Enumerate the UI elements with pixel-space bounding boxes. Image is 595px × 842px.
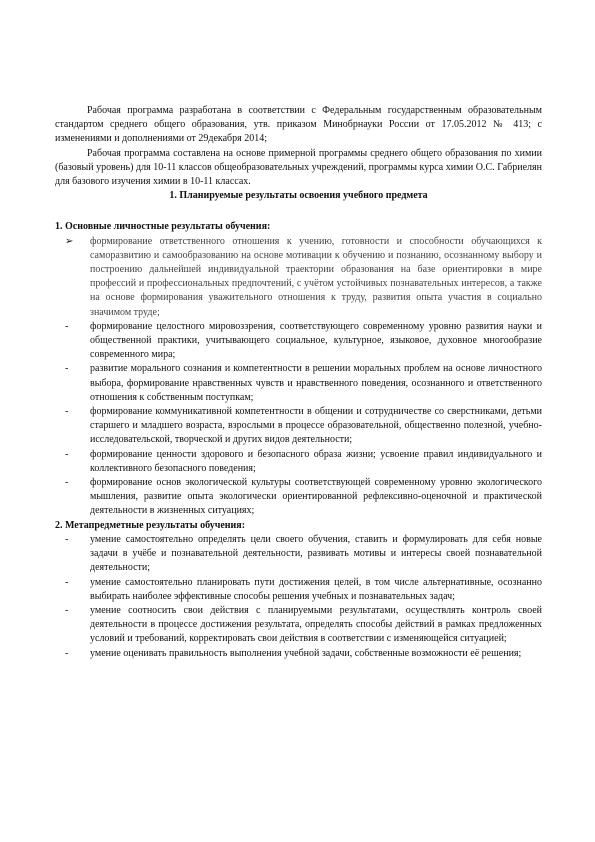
list-item (55, 448, 542, 476)
dash-bullet-icon: - (65, 363, 69, 375)
main-heading: 1. Планируемые результаты освоения учебного предмета (169, 190, 428, 202)
metasubject-results-list (55, 533, 542, 661)
list-item-text: формирование ценности здорового и безопасного образа жизни; усвоение правил индивидуального и коллективного безопасного поведения; (90, 448, 542, 474)
list-item (55, 647, 542, 661)
list-item-text: умение оценивать правильность выполнения учебной задачи, собственные возможности её решения; (90, 647, 522, 659)
list-item (55, 604, 542, 647)
list-item-text: развитие морального сознания и компетентности в решении моральных проблем на основе личностного выбора, формирование нравственных чувств и нравственного поведения, осознанного и ответственного отношения к собственным поступкам; (90, 363, 542, 403)
list-item (55, 362, 542, 405)
list-item (55, 533, 542, 576)
intro-paragraph-2: Рабочая программа составлена на основе примерной программы среднего общего образования по химии (базовый уровень) для 10-11 классов общеобразовательных учреждений, программы курса химии О.С. Габриелян для базового изучения химии в 10-11 классах. (55, 147, 542, 188)
list-item-text: формирование ответственного отношения к учению, готовности и способности обучающихся к саморазвитию и самообразованию на основе мотивации к обучению и познанию, осознанному выбору и построению дальнейшей индивидуальной траектории образования на базе ориентировки в мире профессий и профессиональных предпочтений, с учётом устойчивых познавательных интересов, а также на основе формирования уважительного отношения к труду, развития опыта участия в социально значимом труде; (90, 235, 542, 318)
dash-bullet-icon: - (65, 477, 69, 489)
arrow-bullet-icon: ➢ (65, 235, 74, 247)
list-item-text: умение соотносить свои действия с планируемыми результатами, осуществлять контроль своей деятельности в процессе достижения результата, определять способы действий в рамках предложенных условий и требований, корректировать свои действия в соответствии с изменяющейся ситуацией; (90, 604, 542, 645)
list-item-text: формирование коммуникативной компетентности в общении и сотрудничестве со сверстниками, детьми старшего и младшего возраста, взрослыми в процессе образовательной, общественно полезной, учебно-исследовательской, творческой и других видов деятельности; (90, 406, 542, 446)
list-item-text: умение самостоятельно определять цели своего обучения, ставить и формулировать для себя новые задачи в учёбе и познавательной деятельности, развивать мотивы и интересы своей познавательной деятельности; (90, 533, 542, 574)
dash-bullet-icon: - (65, 406, 69, 418)
list-item-text: формирование целостного мировоззрения, соответствующего современному уровню развития науки и общественной практики, учитывающего социальное, культурное, языковое, духовное многообразие современного мира; (90, 320, 542, 361)
list-item-text: формирование основ экологической культуры соответствующей современному уровню экологического мышления, развитие опыта экологически ориентированной рефлексивно-оценочной и практической деятельности в жизненных ситуациях; (90, 477, 542, 517)
list-item (55, 320, 542, 363)
list-item (55, 235, 542, 320)
list-item (55, 405, 542, 448)
section-title-metasubject: 2. Метапредметные результаты обучения: (55, 519, 246, 531)
personal-results-list (55, 235, 542, 519)
list-item-text: умение самостоятельно планировать пути достижения целей, в том числе альтернативные, осознанно выбирать наиболее эффективные способы решения учебных и познавательных задач; (90, 576, 542, 602)
dash-bullet-icon: - (65, 448, 69, 460)
dash-bullet-icon: - (65, 647, 69, 659)
document-page (55, 104, 542, 661)
dash-bullet-icon: - (65, 576, 69, 588)
dash-bullet-icon: - (65, 533, 69, 545)
dash-bullet-icon: - (65, 604, 69, 616)
dash-bullet-icon: - (65, 320, 69, 332)
list-item (55, 476, 542, 519)
list-item (55, 576, 542, 604)
section-title-personal: 1. Основные личностные результаты обучения: (55, 221, 271, 233)
intro-paragraph-1: Рабочая программа разработана в соответствии с Федеральным государственным образовательным стандартом среднего общего образования, утв. приказом Минобрнауки России от 17.05.2012 № 413; с изменениями и дополнениями от 29декабря 2014; (55, 105, 542, 145)
